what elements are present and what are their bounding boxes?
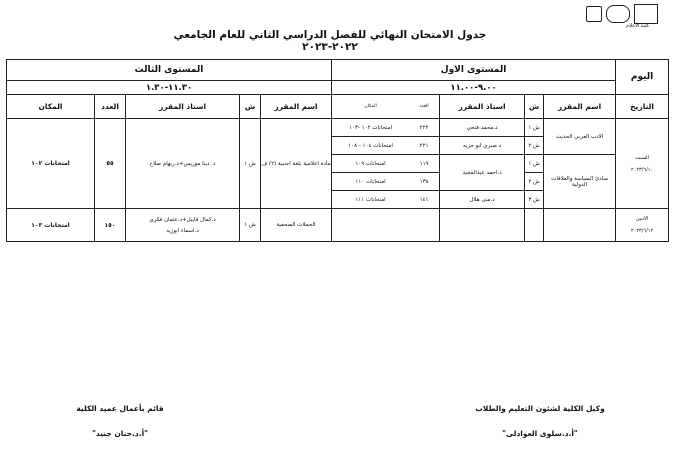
count-place-cell xyxy=(332,173,440,191)
logo-oval-icon xyxy=(606,5,630,23)
exam-schedule-table xyxy=(6,59,669,242)
professor-cell: د.احمد عبدالمجيد xyxy=(440,155,525,191)
professor-cell xyxy=(126,209,240,242)
date-label: ٢٠٢٣/٦/١٠ xyxy=(630,166,654,173)
date-header: التاريخ xyxy=(616,95,669,119)
l3-section-header: ش xyxy=(240,95,261,119)
l1-count-header: العدد xyxy=(419,104,429,109)
course-cell: الادب العربي الحديث xyxy=(544,119,616,155)
vice-dean-title: وكيل الكلية لشئون التعليم والطلاب xyxy=(475,404,605,413)
count-cell: ٥٥ xyxy=(95,119,126,209)
l1-place-header: المكان xyxy=(364,104,377,109)
place-value: امتحانات ١٠٢ -١٠٣ xyxy=(349,124,393,131)
level3-time: ١١.٣٠-١.٣٠ xyxy=(7,81,332,95)
count-cell: ١٥٠ xyxy=(95,209,126,242)
course-cell: مادة اعلامية بلغة اجنبية (٢) ف xyxy=(261,119,332,209)
table-row xyxy=(7,119,669,137)
l3-place-header: المكان xyxy=(7,95,95,119)
place-value: امتحانات ١١٠ xyxy=(355,178,386,185)
section-cell: ش ١ xyxy=(240,209,261,242)
section-cell: ش ٢ xyxy=(525,137,544,155)
empty-cell xyxy=(332,209,440,242)
place-value: امتحانات ١١١ xyxy=(355,196,386,203)
l3-course-header: اسم المقرر xyxy=(261,95,332,119)
l3-count-header: العدد xyxy=(95,95,126,119)
section-cell: ش ٢ xyxy=(525,173,544,191)
count-place-cell xyxy=(332,155,440,173)
logo-square-icon xyxy=(634,4,658,24)
count-place-cell xyxy=(332,137,440,155)
l3-professor-header: استاذ المقرر xyxy=(126,95,240,119)
place-cell: امتحانات ١٠٢ xyxy=(7,119,95,209)
professor-cell: د. دينا موريس+د.ريهام صلاح xyxy=(126,119,240,209)
course-cell: الحملات الصحفية xyxy=(261,209,332,242)
l1-professor-header: استاذ المقرر xyxy=(440,95,525,119)
professor-line: د.كمال قابيل+د.عثمان فكري xyxy=(149,216,216,223)
day-header: اليوم xyxy=(616,60,669,95)
empty-cell xyxy=(544,209,616,242)
count-value: ١٤١ xyxy=(419,196,429,203)
place-cell: امتحانات ١٠٣ xyxy=(7,209,95,242)
professor-cell: د.منى هلال xyxy=(440,191,525,209)
day-label: السبت xyxy=(635,154,649,161)
professor-cell: د.صبري ابو جزيه xyxy=(440,137,525,155)
dean-title: قائم بأعمال عميد الكلية xyxy=(76,404,164,413)
day-label: الاثنين xyxy=(635,216,649,222)
course-cell: مبادئ السياسة والعلاقات الدولية xyxy=(544,155,616,209)
logo-emblem-icon xyxy=(586,6,602,22)
professor-cell: د.محمد فتحي xyxy=(440,119,525,137)
count-place-cell xyxy=(332,119,440,137)
level1-time: ٩.٠٠-١١.٠٠ xyxy=(332,81,616,95)
count-value: ١١٩ xyxy=(419,160,429,167)
dean-name: "أ.د.حنان جنيد" xyxy=(91,429,149,438)
place-value: امتحانات ١٠٤ - ١٠٨ xyxy=(348,142,393,149)
date-label: ٢٠٢٣/٦/١٢ xyxy=(630,228,654,234)
empty-cell xyxy=(440,209,525,242)
count-place-cell xyxy=(332,191,440,209)
l1-count-place-header xyxy=(332,95,440,119)
day-date-cell xyxy=(616,119,669,209)
place-value: امتحانات ١٠٩ xyxy=(355,160,386,167)
l1-section-header: ش xyxy=(525,95,544,119)
count-value: ٢٢١ xyxy=(419,142,429,149)
vice-dean-name: "أ.د.سلوى العوادلى" xyxy=(502,429,578,438)
faculty-logo xyxy=(586,4,666,29)
logo-caption: كلية الاعلام xyxy=(626,23,650,29)
empty-cell xyxy=(525,209,544,242)
level1-header: المستوى الاول xyxy=(332,60,616,81)
section-cell: ش ١ xyxy=(525,155,544,173)
section-cell: ش ٣ xyxy=(525,191,544,209)
section-cell: ش ١ xyxy=(240,119,261,209)
day-date-cell xyxy=(616,209,669,242)
table-row xyxy=(7,209,669,242)
professor-line: د.اسماء ابوزيد xyxy=(166,227,199,234)
l1-course-header: اسم المقرر xyxy=(544,95,616,119)
count-value: ١٣٨ xyxy=(419,178,429,185)
section-cell: ش ١ xyxy=(525,119,544,137)
level3-header: المستوى الثالث xyxy=(7,60,332,81)
count-value: ٢٢٢ xyxy=(419,124,429,131)
page-title: جدول الامتحان النهائي للفصل الدراسي الثاني للعام الجامعي ٢٠٢٢-٢٠٢٣ xyxy=(173,29,487,53)
